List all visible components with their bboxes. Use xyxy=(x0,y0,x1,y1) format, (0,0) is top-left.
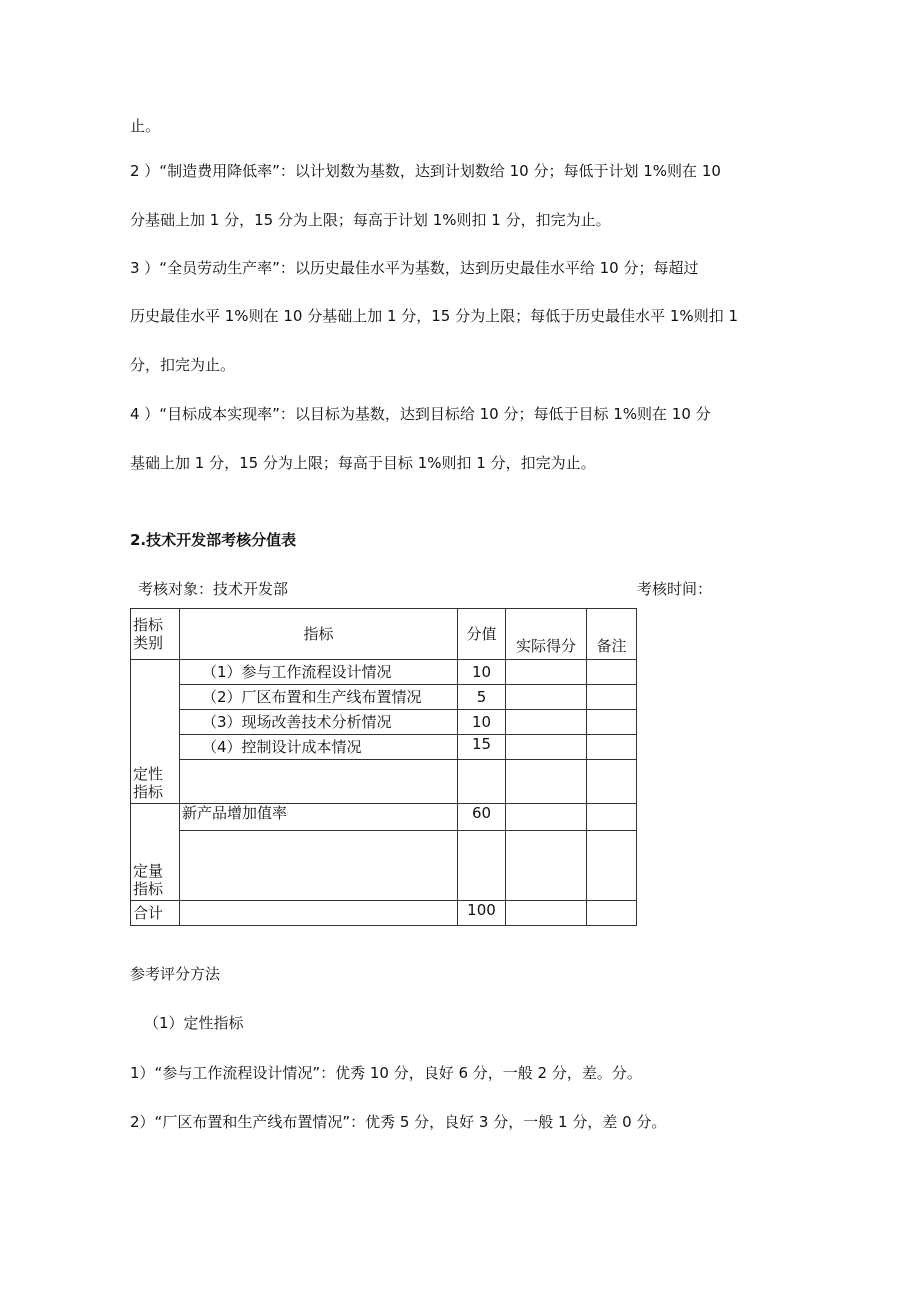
method-item-2: 2）“厂区布置和生产线布置情况”：优秀 5 分，良好 3 分，一般 1 分，差 0 分。 xyxy=(130,1113,667,1131)
rule-2-line-1: 2 ）“制造费用降低率”：以计划数为基数，达到计划数给 10 分；每低于计划 1%则在 10 xyxy=(130,162,721,180)
table-row xyxy=(131,660,637,685)
header-score: 分值 xyxy=(458,609,506,660)
rule-3-line-3: 分，扣完为止。 xyxy=(130,356,236,374)
remark-cell[interactable] xyxy=(587,685,637,710)
method-item-1: 1）“参与工作流程设计情况”：优秀 10 分，良好 6 分，一般 2 分，差。分。 xyxy=(130,1064,642,1082)
indicator-cell: （3）现场改善技术分析情况 xyxy=(180,710,458,735)
score-cell: 60 xyxy=(458,804,506,831)
score-cell-empty xyxy=(458,831,506,901)
method-title: 参考评分方法 xyxy=(130,965,221,983)
table-row xyxy=(131,804,637,831)
rule-4-line-1: 4 ）“目标成本实现率”：以目标为基数，达到目标给 10 分；每低于目标 1%则在 10 分 xyxy=(130,405,711,423)
header-indicator: 指标 xyxy=(180,609,458,660)
total-label: 合计 xyxy=(131,901,180,926)
score-table xyxy=(130,608,637,926)
indicator-cell: 新产品增加值率 xyxy=(180,804,458,831)
total-remark-cell[interactable] xyxy=(587,901,637,926)
assessment-time: 考核时间： xyxy=(637,580,713,598)
indicator-cell-empty xyxy=(180,831,458,901)
remark-cell[interactable] xyxy=(587,735,637,760)
table-header-row xyxy=(131,609,637,660)
score-cell-empty xyxy=(458,760,506,804)
assessment-target: 考核对象：技术开发部 xyxy=(138,580,289,598)
score-cell: 15 xyxy=(458,735,506,760)
actual-score-cell[interactable] xyxy=(506,804,587,831)
header-remark: 备注 xyxy=(587,609,637,660)
remark-cell[interactable] xyxy=(587,710,637,735)
indicator-cell: （4）控制设计成本情况 xyxy=(180,735,458,760)
table-row xyxy=(131,685,637,710)
score-cell: 10 xyxy=(458,660,506,685)
rule-4-line-2: 基础上加 1 分，15 分为上限；每高于目标 1%则扣 1 分，扣完为止。 xyxy=(130,454,596,472)
table-row xyxy=(131,760,637,804)
rule-3-line-2: 历史最佳水平 1%则在 10 分基础上加 1 分，15 分为上限；每低于历史最佳水平 1%则扣 1 xyxy=(130,307,739,325)
remark-cell[interactable] xyxy=(587,760,637,804)
table-row xyxy=(131,710,637,735)
header-category: 指标类别 xyxy=(131,609,180,660)
section-title: 2.技术开发部考核分值表 xyxy=(130,531,297,549)
paragraph-end: 止。 xyxy=(130,117,161,135)
indicator-cell: （1）参与工作流程设计情况 xyxy=(180,660,458,685)
score-cell: 10 xyxy=(458,710,506,735)
actual-score-cell[interactable] xyxy=(506,685,587,710)
indicator-cell: （2）厂区布置和生产线布置情况 xyxy=(180,685,458,710)
method-subtitle: （1）定性指标 xyxy=(144,1014,244,1032)
header-actual: 实际得分 xyxy=(506,609,587,660)
remark-cell[interactable] xyxy=(587,831,637,901)
rule-3-line-1: 3 ）“全员劳动生产率”：以历史最佳水平为基数，达到历史最佳水平给 10 分；每超过 xyxy=(130,259,699,277)
actual-score-cell[interactable] xyxy=(506,735,587,760)
category-qualitative: 定性指标 xyxy=(131,660,180,804)
rule-2-line-2: 分基础上加 1 分，15 分为上限；每高于计划 1%则扣 1 分，扣完为止。 xyxy=(130,211,611,229)
actual-score-cell[interactable] xyxy=(506,710,587,735)
table-row xyxy=(131,735,637,760)
table-row xyxy=(131,831,637,901)
total-score: 100 xyxy=(458,901,506,926)
actual-score-cell[interactable] xyxy=(506,831,587,901)
actual-score-cell[interactable] xyxy=(506,660,587,685)
total-indicator-empty xyxy=(180,901,458,926)
actual-score-cell[interactable] xyxy=(506,760,587,804)
total-actual-score-cell[interactable] xyxy=(506,901,587,926)
remark-cell[interactable] xyxy=(587,660,637,685)
indicator-cell-empty xyxy=(180,760,458,804)
table-total-row xyxy=(131,901,637,926)
score-cell: 5 xyxy=(458,685,506,710)
category-quantitative: 定量指标 xyxy=(131,804,180,901)
remark-cell[interactable] xyxy=(587,804,637,831)
